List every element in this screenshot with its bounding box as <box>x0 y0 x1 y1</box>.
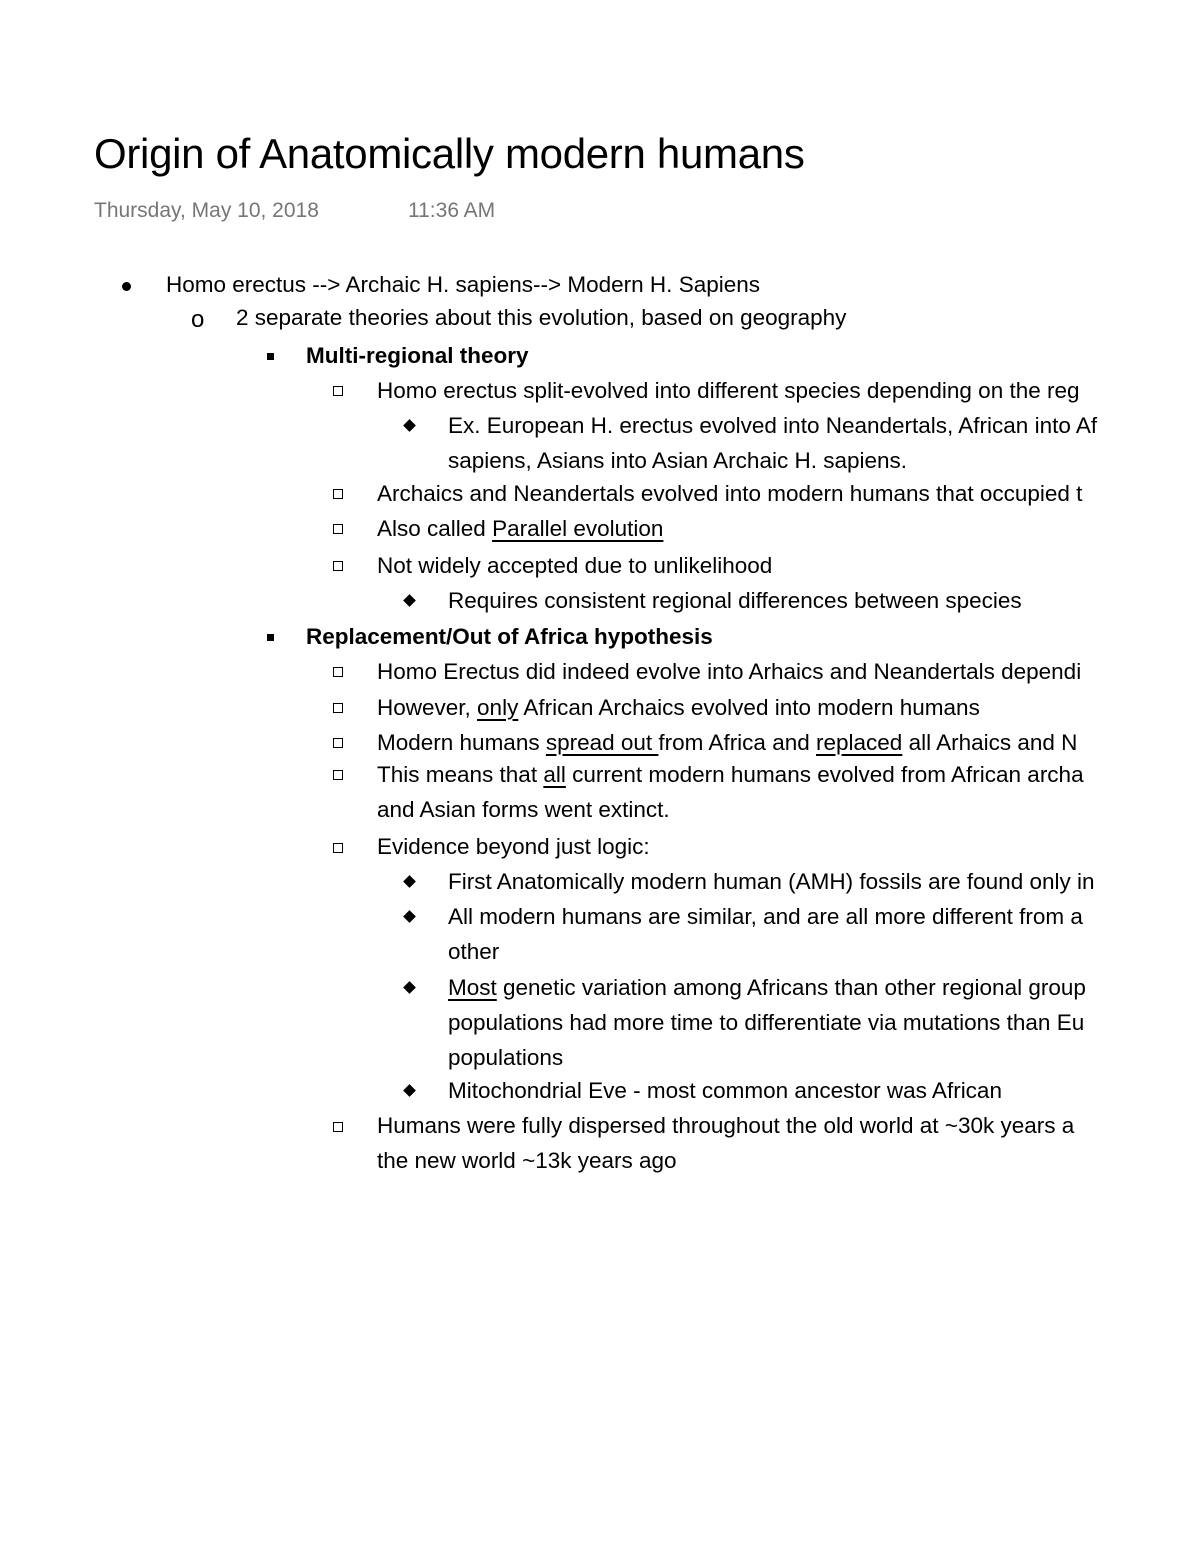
note-line: Archaics and Neandertals evolved into modern humans that occupied t <box>377 481 1083 506</box>
note-line: Homo Erectus did indeed evolve into Arhaics and Neandertals dependi <box>377 659 1082 684</box>
bullet-box-icon <box>333 667 343 677</box>
bullet-diamond-icon <box>403 1084 416 1097</box>
bullet-box-icon <box>333 1122 343 1132</box>
bullet-box-icon <box>333 843 343 853</box>
note-line: the new world ~13k years ago <box>377 1148 677 1173</box>
bullet-diamond-icon <box>403 910 416 923</box>
bullet-box-icon <box>333 489 343 499</box>
note-line: and Asian forms went extinct. <box>377 797 670 822</box>
note-line: Modern humans spread out from Africa and replaced all Arhaics and N <box>377 730 1078 755</box>
note-line: Also called Parallel evolution <box>377 516 664 541</box>
bullet-diamond-icon <box>403 594 416 607</box>
note-line: 2 separate theories about this evolution, based on geography <box>236 305 847 330</box>
bullet-box-icon <box>333 738 343 748</box>
note-line: sapiens, Asians into Asian Archaic H. sapiens. <box>448 448 908 473</box>
note-line: populations <box>448 1045 564 1070</box>
bullet-dot-icon <box>122 282 131 291</box>
note-date: Thursday, May 10, 2018 <box>94 199 319 222</box>
note-line: First Anatomically modern human (AMH) fossils are found only in <box>448 869 1095 894</box>
note-line: Ex. European H. erectus evolved into Neandertals, African into Af <box>448 413 1098 438</box>
note-line: All modern humans are similar, and are all more different from a <box>448 904 1083 929</box>
bullet-box-icon <box>333 770 343 780</box>
section-heading: Replacement/Out of Africa hypothesis <box>306 624 713 649</box>
bullet-diamond-icon <box>403 419 416 432</box>
note-line: Humans were fully dispersed throughout the old world at ~30k years a <box>377 1113 1075 1138</box>
note-line: Not widely accepted due to unlikelihood <box>377 553 773 578</box>
bullet-box-icon <box>333 703 343 713</box>
bullet-box-icon <box>333 561 343 571</box>
note-line: other <box>448 939 500 964</box>
bullet-square-icon <box>267 634 274 641</box>
note-line: This means that all current modern humans evolved from African archa <box>377 762 1084 787</box>
bullet-box-icon <box>333 524 343 534</box>
note-line: Most genetic variation among Africans than other regional group <box>448 975 1086 1000</box>
bullet-diamond-icon <box>403 981 416 994</box>
section-heading: Multi-regional theory <box>306 343 529 368</box>
bullet-square-icon <box>267 353 274 360</box>
note-line: Evidence beyond just logic: <box>377 834 650 859</box>
bullet-box-icon <box>333 386 343 396</box>
note-line: Homo erectus split-evolved into different species depending on the reg <box>377 378 1080 403</box>
note-line: populations had more time to differentiate via mutations than Eu <box>448 1010 1085 1035</box>
note-line: Homo erectus --> Archaic H. sapiens--> Modern H. Sapiens <box>166 272 760 297</box>
bullet-circle-icon: o <box>191 306 205 333</box>
note-line: Mitochondrial Eve - most common ancestor was African <box>448 1078 1002 1103</box>
page-title: Origin of Anatomically modern humans <box>94 130 805 177</box>
bullet-diamond-icon <box>403 875 416 888</box>
note-line: Requires consistent regional differences between species <box>448 588 1022 613</box>
note-line: However, only African Archaics evolved into modern humans <box>377 695 980 720</box>
note-time: 11:36 AM <box>408 199 496 222</box>
